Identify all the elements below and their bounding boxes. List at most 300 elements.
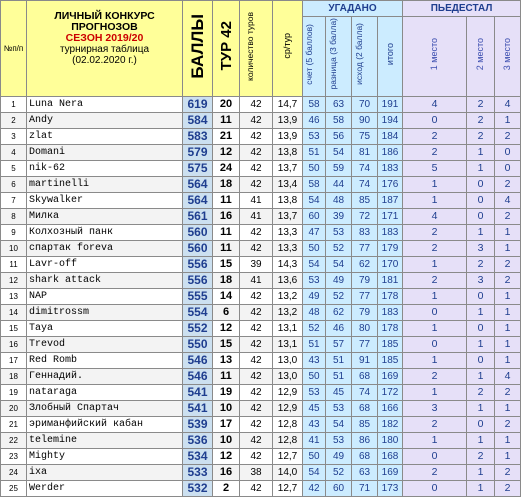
- row-number: 15: [1, 321, 27, 337]
- player-name: Милка: [27, 209, 183, 225]
- tour-points-cell: 11: [213, 225, 240, 241]
- table-row[interactable]: [1, 225, 521, 241]
- diff-cell: 58: [326, 113, 352, 129]
- points-cell: 552: [183, 321, 213, 337]
- third-place-cell: 4: [495, 369, 521, 385]
- avg-cell: 12,8: [273, 433, 303, 449]
- outcome-cell: 68: [352, 449, 378, 465]
- third-place-cell: 2: [495, 209, 521, 225]
- row-number: 11: [1, 257, 27, 273]
- table-row[interactable]: [1, 97, 521, 113]
- header-second-place[interactable]: 2 место: [467, 17, 495, 97]
- third-place-cell: 1: [495, 337, 521, 353]
- total-guessed-cell: 185: [378, 337, 403, 353]
- row-number: 5: [1, 161, 27, 177]
- second-place-cell: 1: [467, 161, 495, 177]
- row-number: 8: [1, 209, 27, 225]
- points-cell: 550: [183, 337, 213, 353]
- tours-count-cell: 42: [240, 113, 273, 129]
- diff-cell: 57: [326, 337, 352, 353]
- second-place-cell: 0: [467, 177, 495, 193]
- total-guessed-cell: 166: [378, 401, 403, 417]
- exact-cell: 52: [303, 321, 326, 337]
- avg-cell: 12,8: [273, 417, 303, 433]
- first-place-cell: 2: [403, 241, 467, 257]
- total-guessed-cell: 182: [378, 417, 403, 433]
- second-place-cell: 0: [467, 193, 495, 209]
- points-cell: 584: [183, 113, 213, 129]
- total-guessed-cell: 178: [378, 321, 403, 337]
- diff-cell: 46: [326, 321, 352, 337]
- tour-points-cell: 11: [213, 241, 240, 257]
- player-name: Mighty: [27, 449, 183, 465]
- player-name: telemine: [27, 433, 183, 449]
- third-place-cell: 2: [495, 417, 521, 433]
- second-place-cell: 1: [467, 465, 495, 481]
- diff-cell: 44: [326, 177, 352, 193]
- points-cell: 546: [183, 369, 213, 385]
- first-place-cell: 2: [403, 369, 467, 385]
- tours-count-cell: 42: [240, 449, 273, 465]
- third-place-cell: 1: [495, 433, 521, 449]
- outcome-cell: 77: [352, 289, 378, 305]
- tours-count-cell: 42: [240, 385, 273, 401]
- player-name: NAP: [27, 289, 183, 305]
- tours-count-cell: 42: [240, 401, 273, 417]
- tours-count-cell: 38: [240, 465, 273, 481]
- avg-cell: 13,8: [273, 145, 303, 161]
- avg-cell: 13,2: [273, 305, 303, 321]
- table-row[interactable]: [1, 385, 521, 401]
- table-row[interactable]: [1, 209, 521, 225]
- date-label: (02.02.2020 г.): [72, 55, 137, 66]
- row-number: 23: [1, 449, 27, 465]
- player-name: nik-62: [27, 161, 183, 177]
- points-cell: 532: [183, 481, 213, 497]
- tour-points-cell: 16: [213, 209, 240, 225]
- row-number: 9: [1, 225, 27, 241]
- table-row[interactable]: [1, 481, 521, 497]
- exact-cell: 43: [303, 353, 326, 369]
- row-number: 10: [1, 241, 27, 257]
- total-guessed-cell: 191: [378, 97, 403, 113]
- avg-cell: 13,1: [273, 321, 303, 337]
- player-name: спартак forevа: [27, 241, 183, 257]
- row-number: 24: [1, 465, 27, 481]
- tour-points-cell: 12: [213, 449, 240, 465]
- row-number: 25: [1, 481, 27, 497]
- points-cell: 556: [183, 273, 213, 289]
- table-row[interactable]: [1, 273, 521, 289]
- tours-count-cell: 42: [240, 321, 273, 337]
- table-row[interactable]: [1, 289, 521, 305]
- diff-cell: 52: [326, 241, 352, 257]
- outcome-cell: 68: [352, 369, 378, 385]
- tour-points-cell: 11: [213, 193, 240, 209]
- outcome-cell: 74: [352, 385, 378, 401]
- total-guessed-cell: 172: [378, 385, 403, 401]
- third-place-cell: 0: [495, 161, 521, 177]
- first-place-cell: 0: [403, 337, 467, 353]
- header-points[interactable]: БАЛЛЫ: [183, 1, 213, 97]
- diff-cell: 56: [326, 129, 352, 145]
- avg-cell: 13,3: [273, 225, 303, 241]
- tours-count-cell: 42: [240, 161, 273, 177]
- points-cell: 564: [183, 177, 213, 193]
- row-number: 6: [1, 177, 27, 193]
- row-number: 20: [1, 401, 27, 417]
- first-place-cell: 2: [403, 225, 467, 241]
- total-guessed-cell: 178: [378, 289, 403, 305]
- first-place-cell: 5: [403, 161, 467, 177]
- player-name: Lavr-off: [27, 257, 183, 273]
- tour-points-cell: 18: [213, 273, 240, 289]
- avg-cell: 13,6: [273, 273, 303, 289]
- diff-cell: 54: [326, 257, 352, 273]
- diff-cell: 53: [326, 401, 352, 417]
- header-third-place[interactable]: 3 место: [495, 17, 521, 97]
- third-place-cell: 2: [495, 129, 521, 145]
- tour-points-cell: 15: [213, 337, 240, 353]
- row-number: 12: [1, 273, 27, 289]
- avg-cell: 14,3: [273, 257, 303, 273]
- first-place-cell: 3: [403, 401, 467, 417]
- outcome-cell: 72: [352, 209, 378, 225]
- exact-cell: 47: [303, 225, 326, 241]
- tours-count-cell: 42: [240, 481, 273, 497]
- outcome-cell: 71: [352, 481, 378, 497]
- tour-points-cell: 18: [213, 177, 240, 193]
- table-row[interactable]: [1, 401, 521, 417]
- diff-cell: 48: [326, 193, 352, 209]
- exact-cell: 50: [303, 241, 326, 257]
- avg-cell: 13,4: [273, 177, 303, 193]
- standings-body: [1, 97, 521, 497]
- outcome-cell: 85: [352, 193, 378, 209]
- header-first-place[interactable]: 1 место: [403, 17, 467, 97]
- outcome-cell: 62: [352, 257, 378, 273]
- first-place-cell: 0: [403, 113, 467, 129]
- outcome-cell: 91: [352, 353, 378, 369]
- table-row[interactable]: [1, 369, 521, 385]
- exact-cell: 53: [303, 129, 326, 145]
- header-tour[interactable]: ТУР 42: [213, 1, 240, 97]
- outcome-cell: 86: [352, 433, 378, 449]
- first-place-cell: 0: [403, 481, 467, 497]
- avg-cell: 13,2: [273, 289, 303, 305]
- player-name: nataraga: [27, 385, 183, 401]
- tour-points-cell: 19: [213, 385, 240, 401]
- header-tours-count[interactable]: количество туров: [240, 1, 273, 97]
- diff-cell: 60: [326, 481, 352, 497]
- points-cell: 534: [183, 449, 213, 465]
- total-guessed-cell: 170: [378, 257, 403, 273]
- player-name: Колхозный панк: [27, 225, 183, 241]
- table-row[interactable]: [1, 417, 521, 433]
- points-cell: 575: [183, 161, 213, 177]
- total-guessed-cell: 169: [378, 465, 403, 481]
- outcome-cell: 81: [352, 145, 378, 161]
- outcome-cell: 80: [352, 321, 378, 337]
- tour-points-cell: 17: [213, 417, 240, 433]
- third-place-cell: 2: [495, 385, 521, 401]
- avg-cell: 13,9: [273, 113, 303, 129]
- diff-cell: 52: [326, 289, 352, 305]
- header-total[interactable]: итого: [378, 17, 403, 97]
- second-place-cell: 1: [467, 481, 495, 497]
- exact-cell: 51: [303, 145, 326, 161]
- third-place-cell: 2: [495, 465, 521, 481]
- header-avg[interactable]: ср/тур: [273, 1, 303, 97]
- third-place-cell: 4: [495, 97, 521, 113]
- total-guessed-cell: 168: [378, 449, 403, 465]
- row-number: 14: [1, 305, 27, 321]
- diff-cell: 59: [326, 161, 352, 177]
- third-place-cell: 1: [495, 225, 521, 241]
- first-place-cell: 4: [403, 209, 467, 225]
- total-guessed-cell: 176: [378, 177, 403, 193]
- tour-points-cell: 10: [213, 433, 240, 449]
- total-guessed-cell: 183: [378, 305, 403, 321]
- exact-cell: 49: [303, 289, 326, 305]
- outcome-cell: 83: [352, 225, 378, 241]
- diff-cell: 63: [326, 97, 352, 113]
- tour-points-cell: 11: [213, 113, 240, 129]
- total-guessed-cell: 171: [378, 209, 403, 225]
- diff-cell: 54: [326, 145, 352, 161]
- first-place-cell: 2: [403, 129, 467, 145]
- avg-cell: 12,9: [273, 385, 303, 401]
- second-place-cell: 1: [467, 145, 495, 161]
- tour-points-cell: 11: [213, 369, 240, 385]
- outcome-cell: 74: [352, 177, 378, 193]
- tours-count-cell: 41: [240, 193, 273, 209]
- player-name: Luna Nera: [27, 97, 183, 113]
- outcome-cell: 68: [352, 401, 378, 417]
- third-place-cell: 2: [495, 481, 521, 497]
- total-guessed-cell: 185: [378, 353, 403, 369]
- header-diff[interactable]: разница (3 балла): [326, 17, 352, 97]
- second-place-cell: 2: [467, 97, 495, 113]
- points-cell: 554: [183, 305, 213, 321]
- diff-cell: 49: [326, 449, 352, 465]
- diff-cell: 54: [326, 417, 352, 433]
- total-guessed-cell: 183: [378, 161, 403, 177]
- outcome-cell: 70: [352, 97, 378, 113]
- player-name: Геннадий.: [27, 369, 183, 385]
- points-cell: 560: [183, 241, 213, 257]
- second-place-cell: 0: [467, 321, 495, 337]
- avg-cell: 13,1: [273, 337, 303, 353]
- tour-points-cell: 20: [213, 97, 240, 113]
- exact-cell: 42: [303, 481, 326, 497]
- second-place-cell: 0: [467, 209, 495, 225]
- tour-points-cell: 12: [213, 321, 240, 337]
- tours-count-cell: 41: [240, 209, 273, 225]
- first-place-cell: 1: [403, 257, 467, 273]
- second-place-cell: 1: [467, 401, 495, 417]
- exact-cell: 50: [303, 161, 326, 177]
- points-cell: 541: [183, 401, 213, 417]
- second-place-cell: 1: [467, 225, 495, 241]
- avg-cell: 14,0: [273, 465, 303, 481]
- tours-count-cell: 42: [240, 177, 273, 193]
- second-place-cell: 1: [467, 369, 495, 385]
- tours-count-cell: 42: [240, 145, 273, 161]
- row-number: 22: [1, 433, 27, 449]
- row-number: 4: [1, 145, 27, 161]
- player-name: Domani: [27, 145, 183, 161]
- table-row[interactable]: [1, 465, 521, 481]
- points-cell: 555: [183, 289, 213, 305]
- points-cell: 561: [183, 209, 213, 225]
- first-place-cell: 1: [403, 177, 467, 193]
- exact-cell: 54: [303, 465, 326, 481]
- row-number: 21: [1, 417, 27, 433]
- avg-cell: 13,9: [273, 129, 303, 145]
- tours-count-cell: 42: [240, 337, 273, 353]
- row-number: 16: [1, 337, 27, 353]
- table-row[interactable]: [1, 257, 521, 273]
- exact-cell: 45: [303, 401, 326, 417]
- exact-cell: 43: [303, 417, 326, 433]
- player-name: Skywalker: [27, 193, 183, 209]
- table-row[interactable]: [1, 305, 521, 321]
- first-place-cell: 1: [403, 289, 467, 305]
- diff-cell: 62: [326, 305, 352, 321]
- table-row[interactable]: [1, 193, 521, 209]
- header-exact[interactable]: счет (5 баллов): [303, 17, 326, 97]
- first-place-cell: 2: [403, 417, 467, 433]
- exact-cell: 51: [303, 337, 326, 353]
- points-cell: 583: [183, 129, 213, 145]
- second-place-cell: 0: [467, 417, 495, 433]
- points-cell: 536: [183, 433, 213, 449]
- table-row[interactable]: [1, 433, 521, 449]
- total-guessed-cell: 187: [378, 193, 403, 209]
- avg-cell: 13,8: [273, 193, 303, 209]
- exact-cell: 50: [303, 369, 326, 385]
- first-place-cell: 2: [403, 465, 467, 481]
- outcome-cell: 79: [352, 305, 378, 321]
- third-place-cell: 1: [495, 449, 521, 465]
- tours-count-cell: 42: [240, 433, 273, 449]
- third-place-cell: 1: [495, 321, 521, 337]
- tours-count-cell: 42: [240, 97, 273, 113]
- header-outcome[interactable]: исход (2 балла): [352, 17, 378, 97]
- tours-count-cell: 42: [240, 305, 273, 321]
- third-place-cell: 1: [495, 401, 521, 417]
- avg-cell: 12,7: [273, 449, 303, 465]
- tour-points-cell: 21: [213, 129, 240, 145]
- player-name: Andy: [27, 113, 183, 129]
- outcome-cell: 77: [352, 241, 378, 257]
- player-name: Taya: [27, 321, 183, 337]
- points-cell: 541: [183, 385, 213, 401]
- total-guessed-cell: 194: [378, 113, 403, 129]
- second-place-cell: 2: [467, 449, 495, 465]
- table-row[interactable]: [1, 449, 521, 465]
- subtitle: турнирная таблица: [59, 44, 150, 55]
- third-place-cell: 1: [495, 113, 521, 129]
- first-place-cell: 1: [403, 433, 467, 449]
- points-cell: 579: [183, 145, 213, 161]
- avg-cell: 12,9: [273, 401, 303, 417]
- row-number: 17: [1, 353, 27, 369]
- table-row[interactable]: [1, 113, 521, 129]
- tours-count-cell: 41: [240, 273, 273, 289]
- second-place-cell: 2: [467, 385, 495, 401]
- outcome-cell: 63: [352, 465, 378, 481]
- player-name: Злобный Спартач: [27, 401, 183, 417]
- table-row[interactable]: [1, 129, 521, 145]
- exact-cell: 54: [303, 257, 326, 273]
- tour-points-cell: 14: [213, 289, 240, 305]
- points-cell: 539: [183, 417, 213, 433]
- diff-cell: 39: [326, 209, 352, 225]
- exact-cell: 53: [303, 273, 326, 289]
- total-guessed-cell: 183: [378, 225, 403, 241]
- first-place-cell: 0: [403, 449, 467, 465]
- exact-cell: 50: [303, 449, 326, 465]
- table-row[interactable]: [1, 145, 521, 161]
- total-guessed-cell: 181: [378, 273, 403, 289]
- second-place-cell: 2: [467, 113, 495, 129]
- tour-points-cell: 6: [213, 305, 240, 321]
- total-guessed-cell: 173: [378, 481, 403, 497]
- total-guessed-cell: 186: [378, 145, 403, 161]
- table-row[interactable]: [1, 321, 521, 337]
- outcome-cell: 77: [352, 337, 378, 353]
- row-number: 7: [1, 193, 27, 209]
- third-place-cell: 1: [495, 241, 521, 257]
- outcome-cell: 85: [352, 417, 378, 433]
- first-place-cell: 1: [403, 385, 467, 401]
- player-name: эриманфийский кабан: [27, 417, 183, 433]
- exact-cell: 58: [303, 97, 326, 113]
- avg-cell: 13,3: [273, 241, 303, 257]
- total-guessed-cell: 179: [378, 241, 403, 257]
- player-name: Werder: [27, 481, 183, 497]
- player-name: Red Romb: [27, 353, 183, 369]
- diff-cell: 51: [326, 353, 352, 369]
- group-podium: ПЬЕДЕСТАЛ: [403, 1, 521, 17]
- player-name: martinelli: [27, 177, 183, 193]
- diff-cell: 53: [326, 225, 352, 241]
- tour-points-cell: 15: [213, 257, 240, 273]
- table-row[interactable]: [1, 353, 521, 369]
- row-number: 2: [1, 113, 27, 129]
- player-name: zlat: [27, 129, 183, 145]
- exact-cell: 54: [303, 193, 326, 209]
- tour-points-cell: 13: [213, 353, 240, 369]
- row-number: 19: [1, 385, 27, 401]
- table-row[interactable]: [1, 241, 521, 257]
- total-guessed-cell: 184: [378, 129, 403, 145]
- third-place-cell: 1: [495, 305, 521, 321]
- table-row[interactable]: [1, 161, 521, 177]
- second-place-cell: 1: [467, 337, 495, 353]
- table-row[interactable]: [1, 337, 521, 353]
- exact-cell: 53: [303, 385, 326, 401]
- third-place-cell: 1: [495, 289, 521, 305]
- second-place-cell: 0: [467, 289, 495, 305]
- outcome-cell: 75: [352, 129, 378, 145]
- points-cell: 533: [183, 465, 213, 481]
- table-row[interactable]: [1, 177, 521, 193]
- exact-cell: 58: [303, 177, 326, 193]
- first-place-cell: 2: [403, 145, 467, 161]
